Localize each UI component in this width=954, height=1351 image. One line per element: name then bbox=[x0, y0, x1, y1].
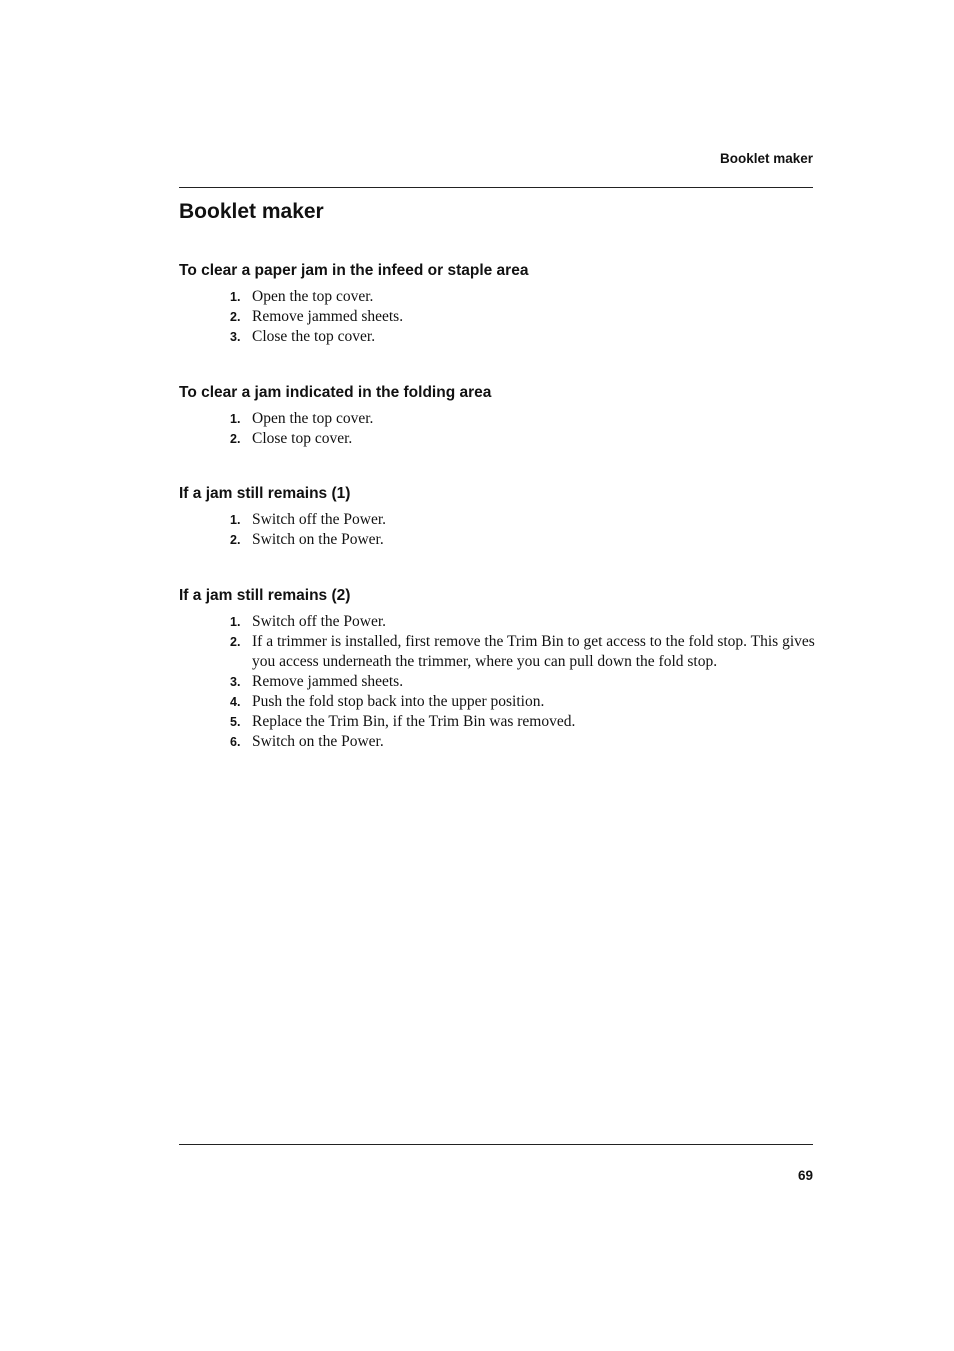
step-number: 2. bbox=[230, 432, 241, 446]
step-text: If a trimmer is installed, first remove the Trim Bin to get access to the fold stop. This gives you access underneath the trimmer, where you can pull down the fold stop. bbox=[252, 633, 815, 670]
step-number: 1. bbox=[230, 412, 241, 426]
section-jam-remains-1 bbox=[179, 484, 819, 550]
step-text: Open the top cover. bbox=[252, 288, 374, 305]
step-number: 1. bbox=[230, 513, 241, 527]
step-number: 4. bbox=[230, 695, 241, 709]
section-heading: If a jam still remains (1) bbox=[179, 485, 351, 502]
step-text: Remove jammed sheets. bbox=[252, 308, 404, 325]
list-item bbox=[179, 429, 819, 449]
step-text: Open the top cover. bbox=[252, 410, 374, 427]
list-item bbox=[179, 712, 819, 732]
list-item bbox=[179, 672, 819, 692]
step-number: 5. bbox=[230, 715, 241, 729]
step-text: Switch off the Power. bbox=[252, 511, 387, 528]
section-jam-remains-2 bbox=[179, 586, 819, 752]
step-list bbox=[179, 510, 819, 550]
section-folding-area-jam bbox=[179, 383, 819, 449]
list-item bbox=[179, 287, 819, 307]
step-text: Switch on the Power. bbox=[252, 733, 384, 750]
running-header: Booklet maker bbox=[719, 151, 813, 166]
section-heading: To clear a jam indicated in the folding area bbox=[179, 384, 492, 401]
list-item bbox=[179, 409, 819, 429]
section-heading: To clear a paper jam in the infeed or staple area bbox=[179, 262, 529, 279]
list-item bbox=[179, 510, 819, 530]
list-item bbox=[179, 307, 819, 327]
step-text: Switch on the Power. bbox=[252, 531, 384, 548]
step-number: 2. bbox=[230, 310, 241, 324]
section-infeed-staple-jam bbox=[179, 261, 819, 347]
step-text: Replace the Trim Bin, if the Trim Bin was removed. bbox=[252, 713, 576, 730]
step-text: Push the fold stop back into the upper position. bbox=[252, 693, 545, 710]
step-list bbox=[179, 287, 819, 347]
step-text: Close the top cover. bbox=[252, 328, 376, 345]
list-item bbox=[179, 692, 819, 712]
page-number: 69 bbox=[797, 1168, 813, 1183]
step-text: Switch off the Power. bbox=[252, 613, 387, 630]
step-number: 1. bbox=[230, 290, 241, 304]
header-rule bbox=[179, 187, 813, 188]
footer-rule bbox=[179, 1144, 813, 1145]
step-number: 6. bbox=[230, 735, 241, 749]
list-item bbox=[179, 530, 819, 550]
step-number: 2. bbox=[230, 533, 241, 547]
step-number: 1. bbox=[230, 615, 241, 629]
page-title: Booklet maker bbox=[179, 200, 324, 223]
step-number: 3. bbox=[230, 675, 241, 689]
list-item bbox=[179, 732, 819, 752]
step-list bbox=[179, 612, 819, 752]
list-item bbox=[179, 327, 819, 347]
step-list bbox=[179, 409, 819, 449]
section-heading: If a jam still remains (2) bbox=[179, 587, 351, 604]
list-item bbox=[179, 632, 819, 672]
step-text: Close top cover. bbox=[252, 430, 353, 447]
step-number: 2. bbox=[230, 635, 241, 649]
step-text: Remove jammed sheets. bbox=[252, 673, 404, 690]
step-number: 3. bbox=[230, 330, 241, 344]
list-item bbox=[179, 612, 819, 632]
